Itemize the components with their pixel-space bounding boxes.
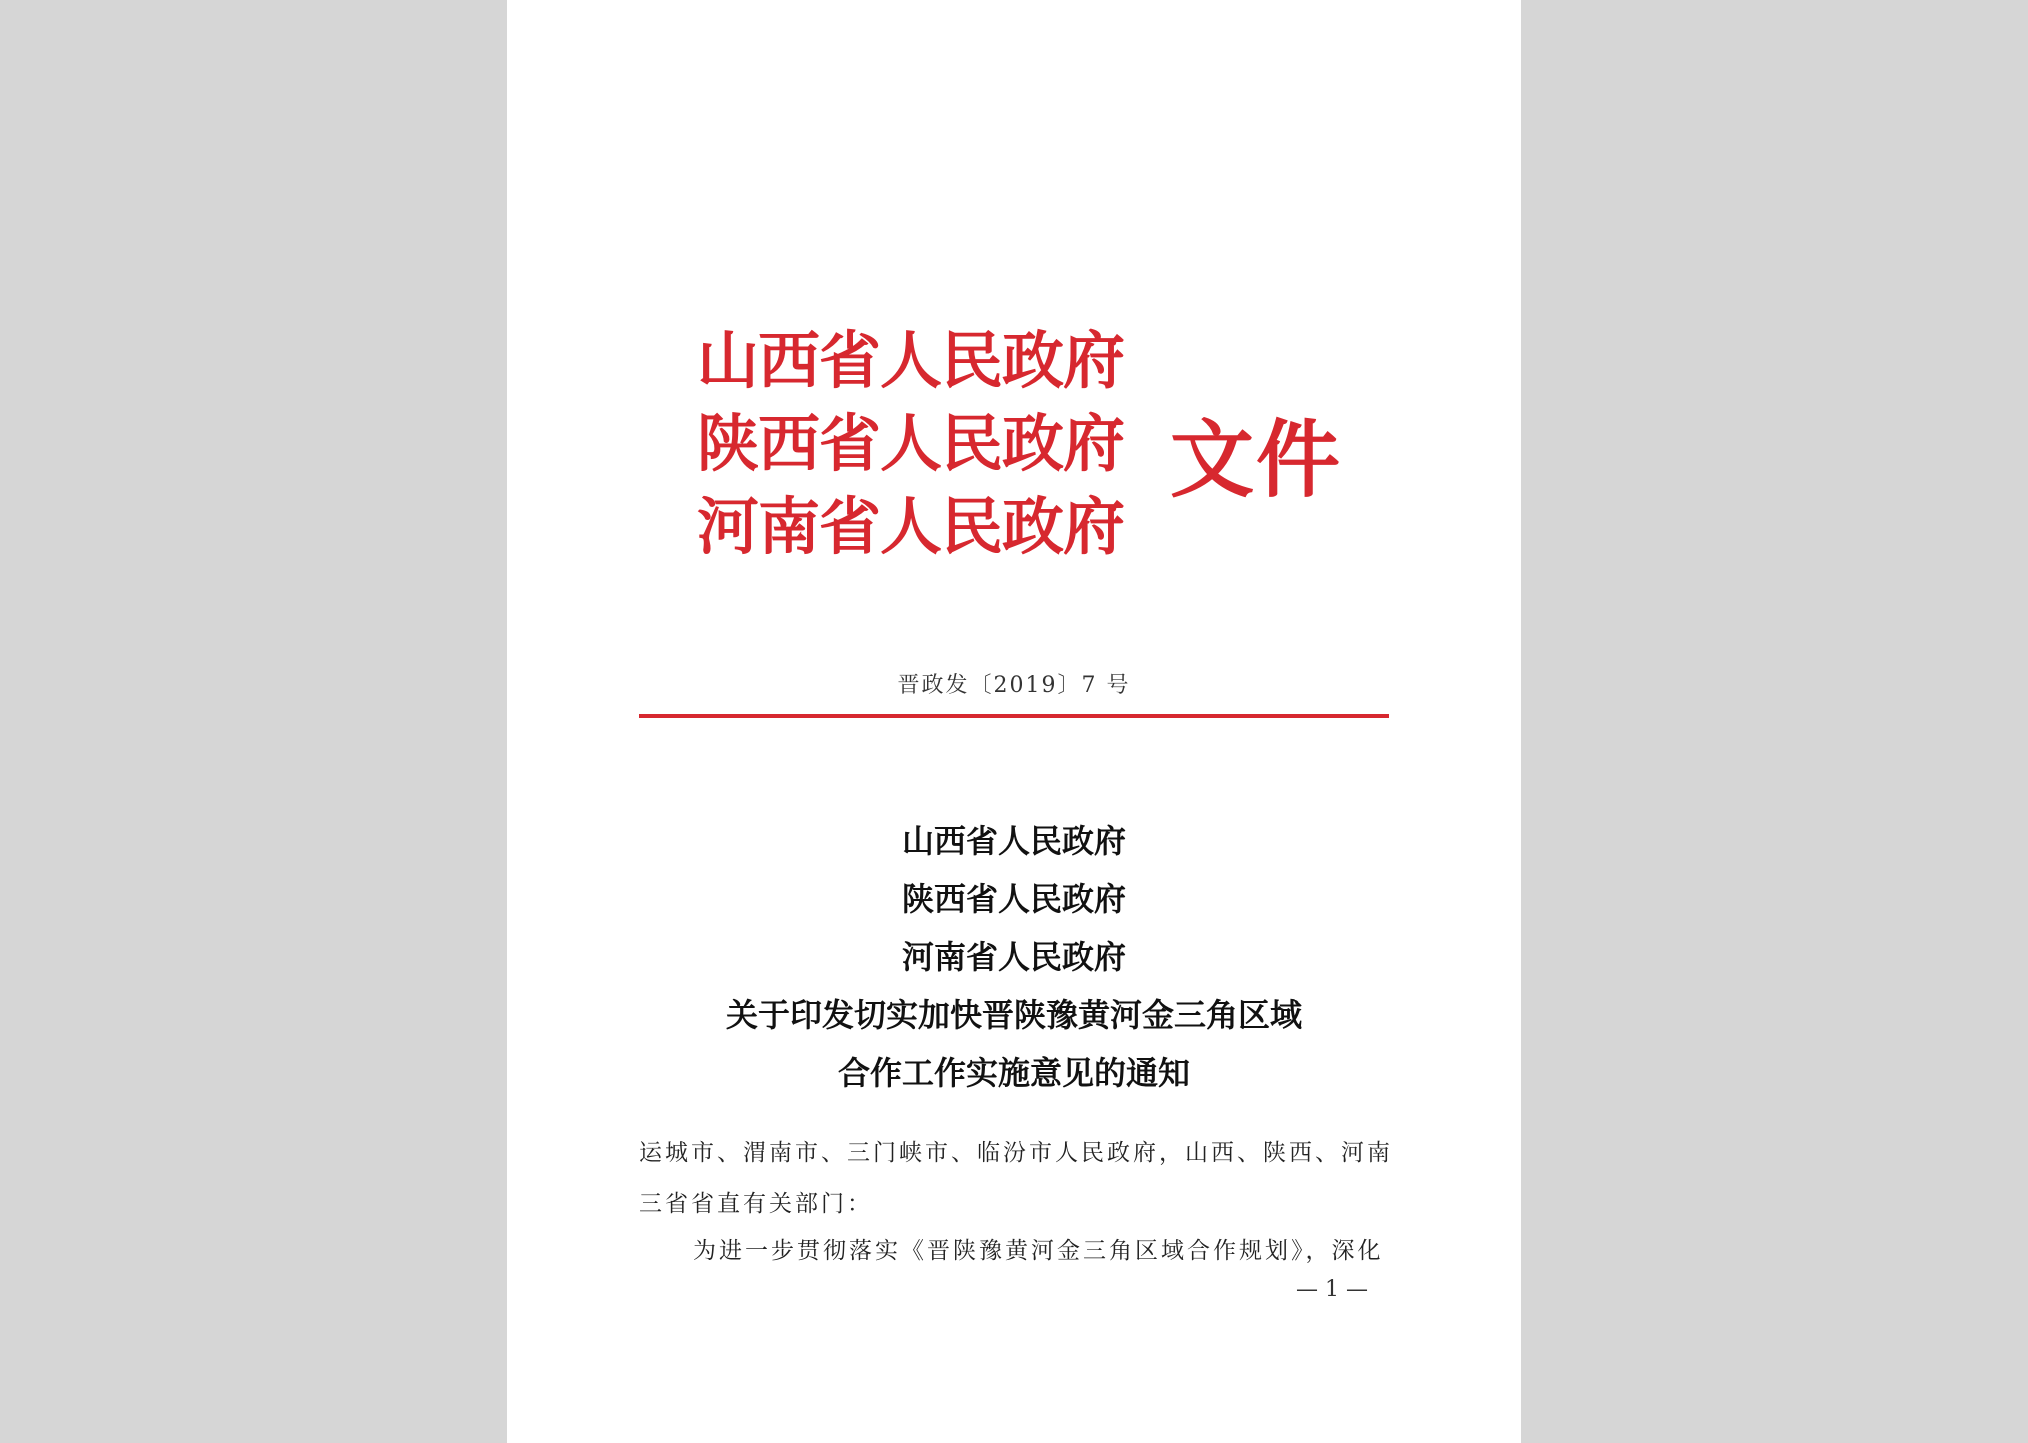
page-number: — 1 — (1296, 1277, 1368, 1302)
title-line: 合作工作实施意见的通知 (837, 1054, 1190, 1092)
issuer-henan: 河南省人民政府 (697, 490, 1125, 563)
document-page (507, 0, 1521, 1443)
body-paragraph: 为进一步贯彻落实《晋陕豫黄河金三角区域合作规划》，深化 (693, 1238, 1384, 1264)
document-title (507, 812, 1521, 1102)
document-type-label: 文件 (1170, 410, 1343, 509)
letterhead-divider (639, 714, 1389, 718)
title-line: 河南省人民政府 (901, 938, 1126, 976)
title-line: 关于印发切实加快晋陕豫黄河金三角区域 (725, 996, 1302, 1034)
issuer-shaanxi: 陕西省人民政府 (697, 407, 1125, 480)
title-line: 山西省人民政府 (901, 822, 1126, 860)
issuer-shanxi: 山西省人民政府 (697, 324, 1125, 397)
document-number: 晋政发〔2019〕7 号 (897, 673, 1131, 698)
title-line: 陕西省人民政府 (901, 880, 1126, 918)
addressee-paragraph: 运城市、渭南市、三门峡市、临汾市人民政府，山西、陕西、河南三省省直有关部门： (639, 1140, 1393, 1217)
